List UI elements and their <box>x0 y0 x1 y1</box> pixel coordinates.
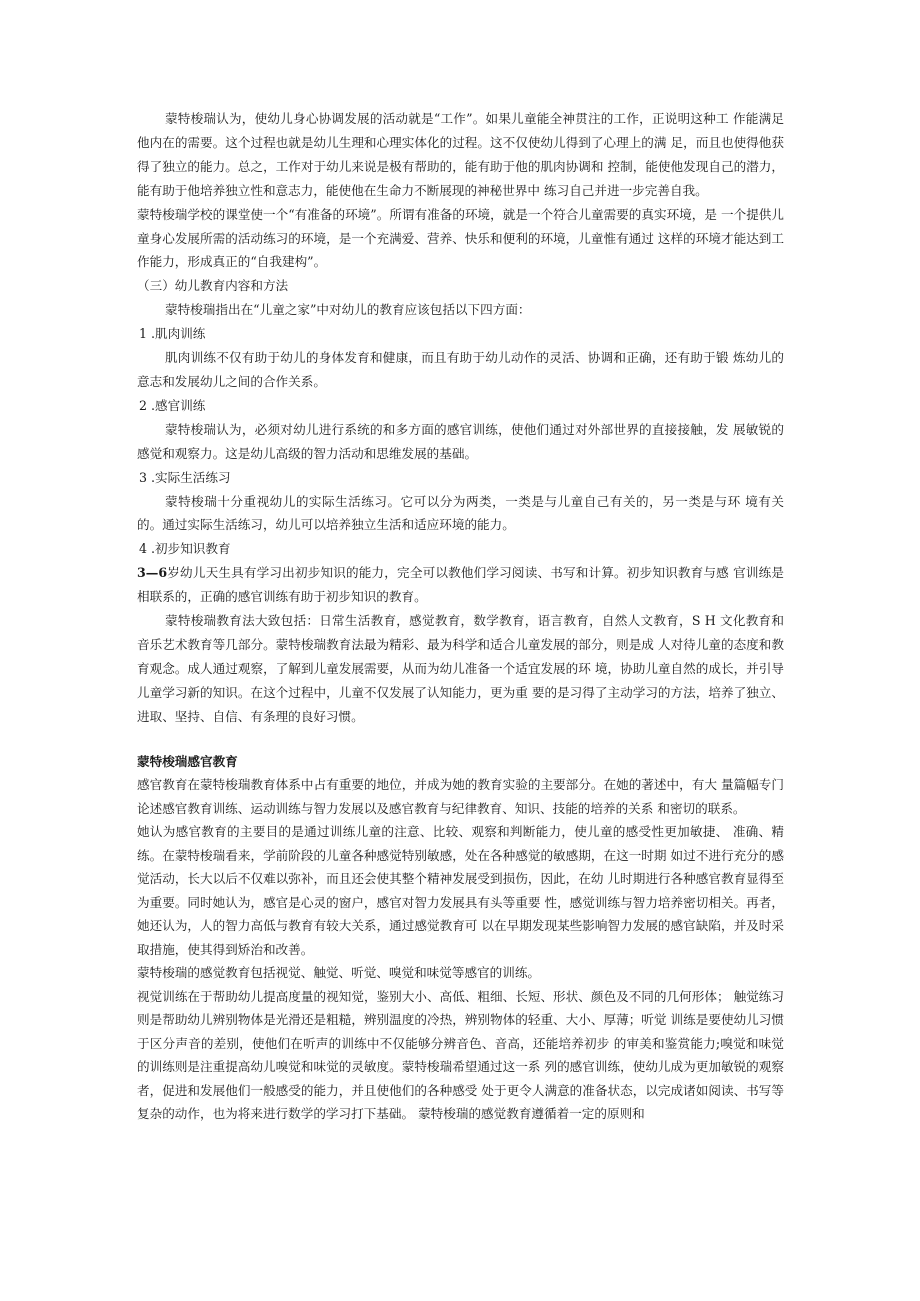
paragraph-sensory-purpose: 她认为感官教育的主要目的是通过训练儿童的注意、比较、观察和判断能力，使儿童的感受性更加敏捷、 准确、精练。在蒙特梭瑞看来，学前阶段的儿童各种感觉特别敏感，处在各种感觉的敏感期，在这一时期 如过不进行充分的感觉活动，长大以后不仅难以弥补，而且还会使其整个精神发展受到损伤，因此，在幼 儿时期进行各种感官教育显得至为重要。同时她认为，感官是心灵的窗户，感官对智力发展具有头等重要 性，感觉训练与智力培养密切相关。再者，她还认为，人的智力高低与教育有较大关系，通过感觉教育可 以在早期发现某些影响智力发展的感官缺陷，并及时采取措施，使其得到矫治和改善。 <box>137 824 784 957</box>
list-item-title: 3 .实际生活练习 <box>139 469 231 485</box>
paragraph-work: 蒙特梭瑞认为，使幼儿身心协调发展的活动就是“工作”。如果儿童能全神贯注的工作，正说明这种工 作能满足他内在的需要。这个过程也就是幼儿生理和心理实体化的过程。这不仅使幼儿得到了心理上的满 足，而且也使得他获得了独立的能力。总之，工作对于幼儿来说是极有帮助的，能有助于他的肌肉协调和 控制，能使他发现自己的潜力，能有助于他培养独立性和意志力，能使他在生命力不断展现的神秘世界中 练习自己并进一步完善自我。 <box>137 111 784 198</box>
paragraph-sensory-scope: 蒙特梭瑞的感觉教育包括视觉、触觉、听觉、嗅觉和味觉等感官的训练。 <box>137 965 540 981</box>
paragraph-intro: 蒙特梭瑞指出在“儿童之家”中对幼儿的教育应该包括以下四方面： <box>165 302 531 318</box>
paragraph-sensory-training: 视觉训练在于帮助幼儿提高度量的视知觉，鉴别大小、高低、粗细、长短、形状、颜色及不同的几何形体； 触觉练习则是帮助幼儿辨别物体是光滑还是粗糙，辨别温度的冷热，辨别物体的轻重、大小、厚薄；听觉 训练是要使幼儿习惯于区分声音的差别，使他们在听声的训练中不仅能够分辨音色、音高，还能培养初步 的审美和鉴赏能力;嗅觉和味觉的训练则是注重提高幼儿嗅觉和味觉的灵敏度。蒙特梭瑞希望通过这一系 列的感官训练，使幼儿成为更加敏锐的观察者，促进和发展他们一般感受的能力，并且使他们的各种感受 处于更令人满意的准备状态，以完成诸如阅读、书写等复杂的动作，也为将来进行数学的学习打下基础。 蒙特梭瑞的感觉教育遵循着一定的原则和 <box>137 988 784 1122</box>
list-item-body: 肌肉训练不仅有助于幼儿的身体发育和健康，而且有助于幼儿动作的灵活、协调和正确，还有助于锻 炼幼儿的意志和发展幼儿之间的合作关系。 <box>137 350 784 389</box>
paragraph-methods: 蒙特梭瑞教育法大致包括：日常生活教育，感觉教育，数学教育，语言教育，自然人文教育，S H 文化教育和音乐艺术教育等几部分。蒙特梭瑞教育法最为精彩、最为科学和适合儿童发展的部分，则是成 人对待儿童的态度和教育观念。成人通过观察，了解到儿童发展需要，从而为幼儿准备一个适宜发展的环 境，协助儿童自然的成长，并引导儿童学习新的知识。在这个过程中，儿童不仅发展了认知能力，更为重 要的是习得了主动学习的方法，培养了独立、进取、坚持、自信、有条理的良好习惯。 <box>137 613 784 724</box>
section-heading: 蒙特梭瑞感官教育 <box>137 753 238 769</box>
section-montessori-work <box>137 107 784 729</box>
paragraph-early-knowledge-text: 岁幼儿天生具有学习出初步知识的能力，完全可以教他们学习阅读、书写和计算。初步知识教育与感 官训练是相联系的，正确的感官训练有助于初步知识的教育。 <box>137 565 784 605</box>
list-item-title: 1 .肌肉训练 <box>139 326 206 342</box>
paragraph-early-knowledge <box>137 561 784 609</box>
list-item-body: 蒙特梭瑞认为，必须对幼儿进行系统的和多方面的感官训练，使他们通过对外部世界的直接接触，发 展敏锐的感觉和观察力。这是幼儿高级的智力活动和思维发展的基础。 <box>137 421 784 461</box>
list-item-title: 2 .感官训练 <box>139 397 206 413</box>
list-item-body: 蒙特梭瑞十分重视幼儿的实际生活练习。它可以分为两类，一类是与儿童自己有关的，另一类是与环 境有关的。通过实际生活练习，幼儿可以培养独立生活和适应环境的能力。 <box>137 493 784 533</box>
age-range: 3—6 <box>137 565 168 581</box>
section-sensory-education <box>137 750 784 1126</box>
subsection-title: （三）幼儿教育内容和方法 <box>137 278 289 294</box>
list-item-title: 4 .初步知识教育 <box>139 541 231 557</box>
paragraph-sensory-status: 感官教育在蒙特梭瑞教育体系中占有重要的地位，并成为她的教育实验的主要部分。在她的著述中，有大 量篇幅专门论述感官教育训练、运动训练与智力发展以及感官教育与纪律教育、知识、技能的培养的关系 和密切的联系。 <box>137 777 784 816</box>
paragraph-prepared-environment: 蒙特梭瑞学校的课堂使一个“有准备的环境”。所谓有准备的环境，就是一个符合儿童需要的真实环境，是 一个提供儿童身心发展所需的活动练习的环境，是一个充满爱、营养、快乐和便利的环境，儿童惟有通过 这样的环境才能达到工作能力，形成真正的“自我建构”。 <box>137 206 784 270</box>
